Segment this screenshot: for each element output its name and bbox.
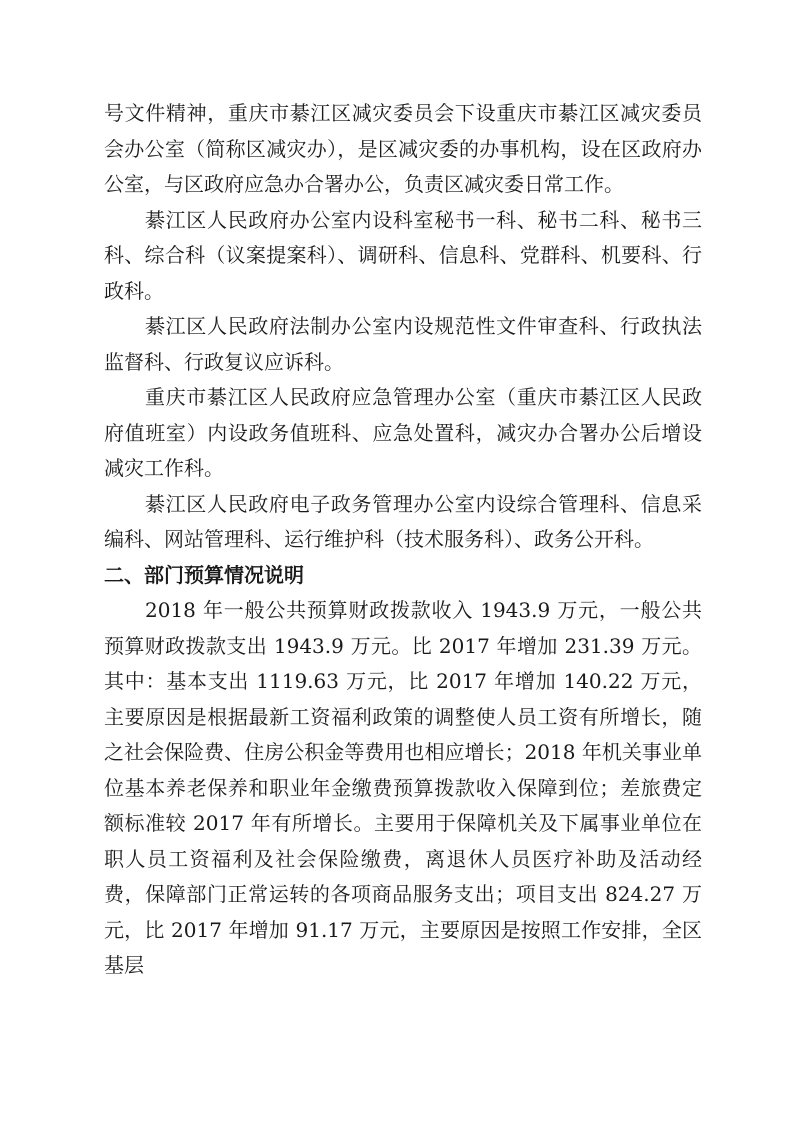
paragraph-legal-office-sections: 綦江区人民政府法制办公室内设规范性文件审查科、行政执法监督科、行政复议应诉科。: [104, 314, 702, 374]
paragraph-disaster-office: 号文件精神，重庆市綦江区减灾委员会下设重庆市綦江区减灾委员会办公室（简称区减灾办），是区减灾委的办事机构，设在区政府办公室，与区政府应急办合署办公，负责区减灾委日常工作。: [104, 101, 702, 196]
paragraph-budget-description: 2018 年一般公共预算财政拨款收入 1943.9 万元，一般公共预算财政拨款支出 1943.9 万元。比 2017 年增加 231.39 万元。其中：基本支出 1119.63 万元，比 2017 年增加 140.22 万元，主要原因是根据最新工资福利政策的调整使人员工资有所增长，随之社会保险费、住房公积金等费用也相应增长；2018 年机关事业单位基本养老保养和职业年金缴费预算拨款收入保障到位；差旅费定额标准较 2017 年有所增长。主要用于保障机关及下属事业单位在职人员工资福利及社会保险缴费，离退休人员医疗补助及活动经费，保障部门正常运转的各项商品服务支出；项目支出 824.27 万元，比 2017 年增加 91.17 万元，主要原因是按照工作安排，全区基层: [104, 598, 702, 977]
document-page: [104, 96, 702, 984]
paragraph-egov-office-sections: 綦江区人民政府电子政务管理办公室内设综合管理科、信息采编科、网站管理科、运行维护科（技术服务科）、政务公开科。: [104, 491, 702, 551]
section-heading: 二、部门预算情况说明: [104, 562, 304, 587]
paragraph-emergency-office-sections: 重庆市綦江区人民政府应急管理办公室（重庆市綦江区人民政府值班室）内设政务值班科、应急处置科，减灾办合署办公后增设减灾工作科。: [104, 385, 702, 480]
paragraph-gov-office-sections: 綦江区人民政府办公室内设科室秘书一科、秘书二科、秘书三科、综合科（议案提案科）、调研科、信息科、党群科、机要科、行政科。: [104, 207, 702, 303]
